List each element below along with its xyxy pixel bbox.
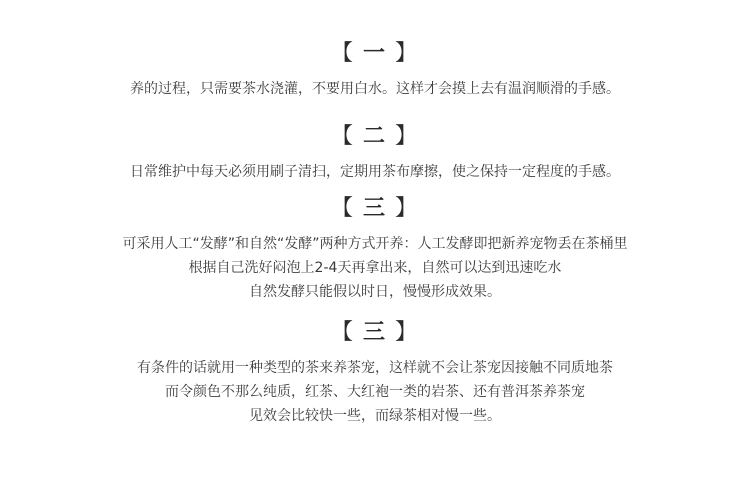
section-number: 三 [362, 196, 387, 221]
bracket-open: 【 [330, 320, 355, 345]
paragraph-line: 而令颜色不那么纯质，红茶、大红袍一类的岩茶、还有普洱茶养茶宠 [165, 384, 585, 400]
section-paragraph [0, 77, 750, 101]
section-number: 三 [362, 320, 387, 345]
paragraph-line: 根据自己洗好闷泡上2-4天再拿出来，自然可以达到迅速吃水 [188, 260, 562, 276]
bracket-close: 】 [395, 196, 420, 221]
paragraph-line: 有条件的话就用一种类型的茶来养茶宠，这样就不会让茶宠因接触不同质地茶 [137, 360, 613, 376]
paragraph-line: 自然发酵只能假以时日，慢慢形成效果。 [249, 284, 501, 300]
section-2 [0, 124, 750, 184]
section-paragraph [0, 160, 750, 184]
section-number: 一 [362, 41, 387, 66]
section-3 [0, 196, 750, 304]
paragraph-line: 见效会比较快一些，而绿茶相对慢一些。 [249, 408, 501, 424]
paragraph-line: 日常维护中每天必须用刷子清扫，定期用茶布摩擦，使之保持一定程度的手感。 [130, 164, 620, 180]
section-heading [0, 124, 750, 150]
section-paragraph [0, 232, 750, 304]
section-number: 二 [362, 124, 387, 149]
bracket-open: 【 [330, 41, 355, 66]
section-paragraph [0, 356, 750, 428]
bracket-open: 【 [330, 196, 355, 221]
bracket-close: 】 [395, 320, 420, 345]
section-1 [0, 41, 750, 101]
bracket-close: 】 [395, 41, 420, 66]
bracket-open: 【 [330, 124, 355, 149]
paragraph-line: 可采用人工“发酵”和自然“发酵”两种方式开养：人工发酵即把新养宠物丢在茶桶里 [122, 236, 628, 252]
section-4 [0, 320, 750, 428]
section-heading [0, 41, 750, 67]
bracket-close: 】 [395, 124, 420, 149]
section-heading [0, 320, 750, 346]
paragraph-line: 养的过程，只需要茶水浇灌，不要用白水。这样才会摸上去有温润顺滑的手感。 [130, 81, 620, 97]
section-heading [0, 196, 750, 222]
